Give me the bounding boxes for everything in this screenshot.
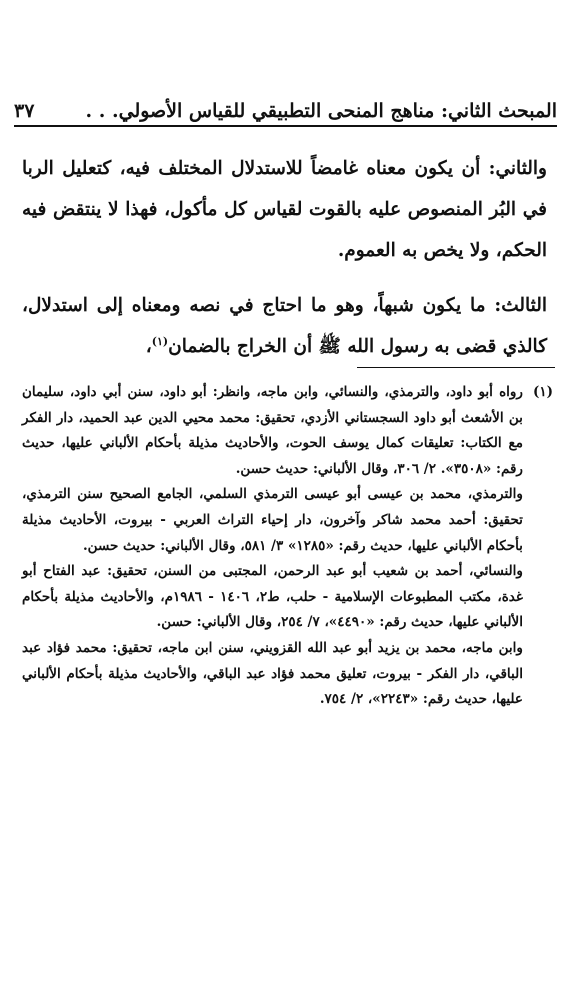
paragraph-label: والثاني: — [488, 158, 547, 179]
footnote-paragraph: رواه أبو داود، والترمذي، والنسائي، وابن ماجه، وانظر: أبو داود، سنن أبي داود، سليمان بن الأشعث أبو داود السجستاني الأزدي، تحقيق: محمد محيي الدين عبد الحميد، دار الفكر مع الكتاب: تعليقات كمال يوسف الحوت، والأحاديث مذيلة بأحكام الألباني عليها، حديث رقم: «٣٥٠٨». ٢/ ٣٠٦، وقال الألباني: حديث حسن. — [22, 384, 523, 477]
footnote-paragraph: والترمذي، محمد بن عيسى أبو عيسى الترمذي السلمي، الجامع الصحيح سنن الترمذي، تحقيق: أحمد محمد شاكر وآخرون، دار إحياء التراث العربي - بيروت، الأحاديث مذيلة بأحكام الألباني عليها، حديث رقم: «١٢٨٥» ٣/ ٥٨١، وقال الألباني: حديث حسن. — [22, 486, 523, 554]
main-text — [22, 148, 547, 381]
footnote-paragraph: والنسائي، أحمد بن شعيب أبو عبد الرحمن، المجتبى من السنن، تحقيق: عبد الفتاح أبو غدة، مكتب المطبوعات الإسلامية - حلب، ط٢، ١٤٠٦ - ١٩٨٦م، والأحاديث مذيلة بأحكام الألباني عليها، حديث رقم: «٤٤٩٠»، ٧/ ٢٥٤، وقال الألباني: حسن. — [22, 563, 523, 631]
footnote — [22, 380, 553, 713]
paragraph-text: أن يكون معناه غامضاً للاستدلال المختلف فيه، كتعليل الربا في البُر المنصوص عليه بالقوت لقياس كل مأكول، فهذا لا ينتقض فيه الحكم، ولا يخص به العموم. — [22, 158, 547, 261]
footnote-number: (١) — [532, 384, 553, 400]
paragraph-label: الثالث: — [494, 295, 547, 316]
footnote-body — [22, 380, 523, 713]
paragraph-second — [22, 148, 547, 271]
running-header-title: المبحث الثاني: مناهج المنحى التطبيقي للقياس الأصولي. . . — [85, 100, 557, 122]
paragraph-trailing-punctuation: ، — [145, 336, 152, 357]
paragraph-text: ما يكون شبهاً، وهو ما احتاج في نصه ومعناه إلى استدلال، كالذي قضى به رسول الله ﷺ أن الخراج بالضمان — [22, 295, 547, 357]
paragraph-third — [22, 285, 547, 367]
running-header — [14, 92, 557, 127]
footnote-separator — [357, 367, 555, 368]
page-number: ٣٧ — [14, 100, 35, 122]
footnote-reference[interactable]: (١) — [151, 334, 169, 348]
footnote-paragraph: وابن ماجه، محمد بن يزيد أبو عبد الله القزويني، سنن ابن ماجه، تحقيق: محمد فؤاد عبد الباقي، دار الفكر - بيروت، تعليق محمد فؤاد عبد الباقي، والأحاديث مذيلة بأحكام الألباني عليها، حديث رقم: «٢٢٤٣»، ٢/ ٧٥٤. — [22, 639, 523, 708]
footnotes — [22, 380, 553, 713]
